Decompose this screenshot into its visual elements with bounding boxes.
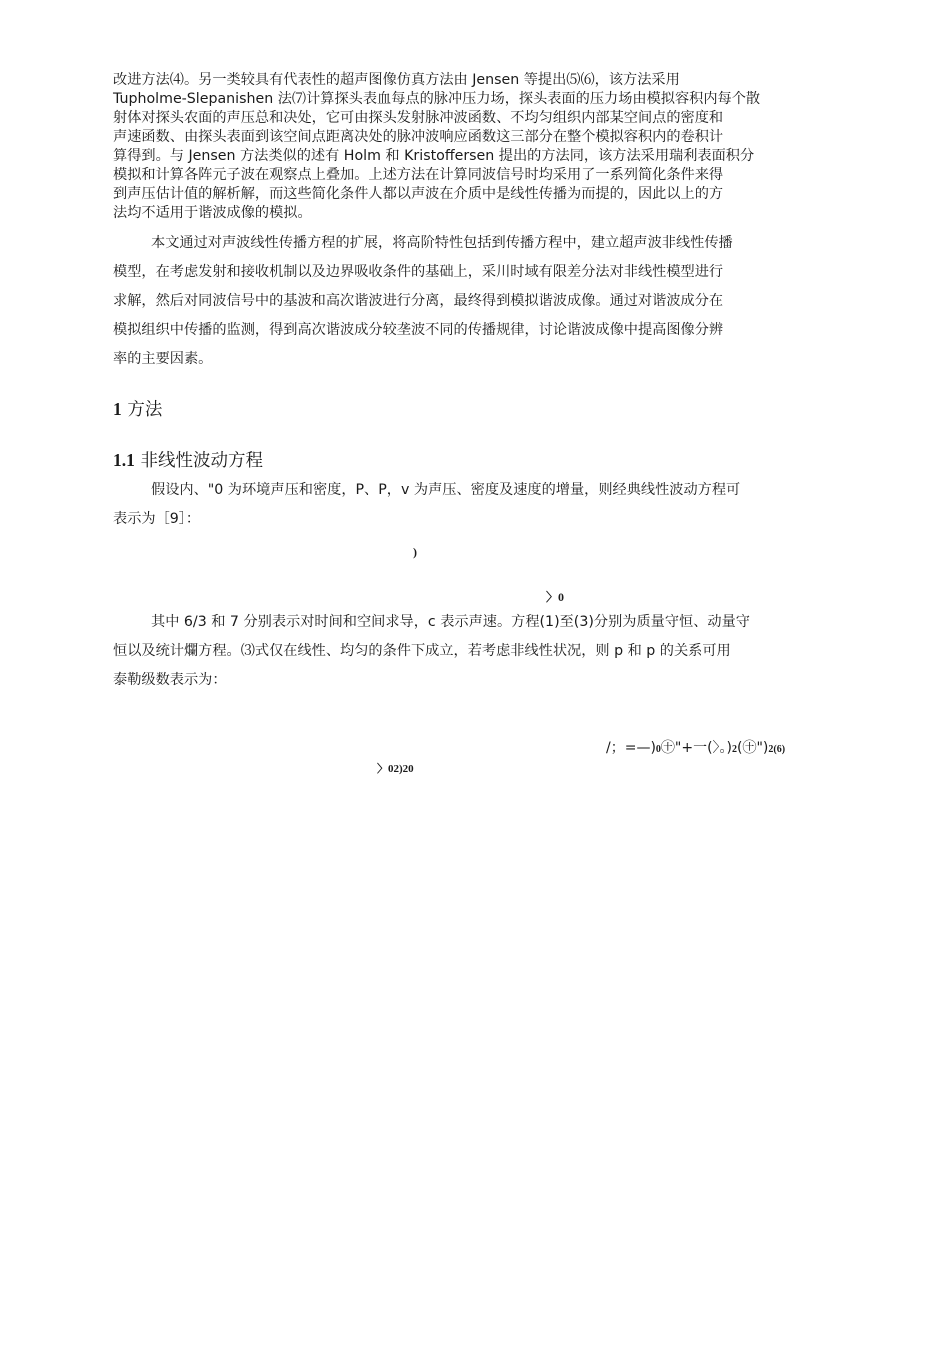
- section-1-1-title: 非线性波动方程: [140, 451, 263, 471]
- taylor-equation-second-line: [377, 760, 414, 776]
- summary-line-2: 模型，在考虑发射和接收机制以及边界吸收条件的基础上，采川时域有限差分法对非线性模型进行: [113, 264, 724, 280]
- intro-line-4: 声速函数、由探头表面到该空间点距离决处的脉冲波响应函数这三部分在整个模拟容积内的卷积计: [113, 129, 724, 145]
- section-1-1-number: 1.1: [113, 450, 135, 470]
- taylor-equation-number: (6): [773, 744, 786, 755]
- section-1-number: 1: [113, 399, 122, 419]
- intro-line-8: 法均不适用于谐波成像的模拟。: [113, 205, 312, 221]
- taylor-part-b: 0: [655, 744, 661, 755]
- summary-line-5: 率的主要因素。: [113, 351, 213, 367]
- taylor-part-d: 2: [732, 744, 738, 755]
- summary-paragraph: [113, 229, 829, 374]
- explanation-line-1: 其中 6/3 和 7 分别表示对时间和空间求导，c 表示声速。方程(1)至(3)分别为质量守恒、动量守: [151, 614, 750, 630]
- summary-line-3: 求解，然后对同波信号中的基波和高次谐波进行分离，最终得到模拟谐波成像。通过对谐波成分在: [113, 293, 724, 309]
- intro-line-3: 射体对探头农面的声压总和决处，它可由探头发射脉冲波函数、不均匀组织内部某空间点的密度和: [113, 110, 724, 126]
- assumption-line-2: 表示为［9］：: [113, 511, 201, 527]
- summary-line-4: 模拟组织中传播的监测，得到高次谐波成分较垄波不同的传播规律，讨论谐波成像中提高图像分辨: [113, 322, 724, 338]
- intro-line-5: 算得到。与 Jensen 方法类似的述有 Holm 和 Kristoffersen 提出的方法同，该方法采用瑞利表面积分: [113, 148, 755, 164]
- taylor-part-c: ㊉"+一(〉。): [660, 740, 733, 756]
- intro-line-6: 模拟和计算各阵元子波在观察点上叠加。上述方法在计算同波信号时均采用了一系列简化条件来得: [113, 167, 724, 183]
- summary-line-1: 本文通过对声波线性传播方程的扩展，将高阶特性包括到传播方程中，建立超声波非线性传播: [151, 235, 733, 251]
- taylor-part-e: (㊉"): [737, 740, 769, 756]
- taylor-part-f: 2: [768, 744, 774, 755]
- intro-line-7: 到声压估计值的解析解，而这些简化条件人都以声波在介质中是线性传播为而提的，因此以上的方: [113, 186, 724, 202]
- taylor-part-a: /；=—): [606, 740, 656, 756]
- explanation-line-2: 恒以及统计爛方程。⑶式仅在线性、均匀的条件下成立，若考虑非线性状况，则 p 和 p 的关系可用: [113, 643, 731, 659]
- intro-line-1: 改进方法⑷。另一类较具有代表性的超声图像仿真方法由 Jensen 等提出⑸⑹，该方法采用: [113, 72, 680, 88]
- explanation-line-3: 泰勒级数表示为：: [113, 672, 227, 688]
- intro-line-2: Tupholme-Slepanishen 法⑺计算探头表血每点的脉冲压力场，探头表面的压力场由模拟容积内每个散: [113, 91, 761, 107]
- taylor-second-line-text: 〉02)20: [377, 763, 414, 775]
- intro-paragraph: [113, 71, 829, 223]
- section-1-heading: [113, 396, 162, 421]
- section-1-1-heading: [113, 447, 263, 472]
- taylor-equation: [606, 737, 785, 757]
- equation-fragment-2: 〉0: [546, 590, 565, 604]
- explanation-paragraph: [113, 608, 829, 695]
- assumption-line-1: 假设内、"0 为环境声压和密度，P、P，v 为声压、密度及速度的增量，则经典线性波动方程可: [151, 482, 741, 498]
- assumption-paragraph: [113, 476, 829, 534]
- section-1-title: 方法: [127, 400, 163, 420]
- equation-fragment-1: ): [413, 545, 417, 559]
